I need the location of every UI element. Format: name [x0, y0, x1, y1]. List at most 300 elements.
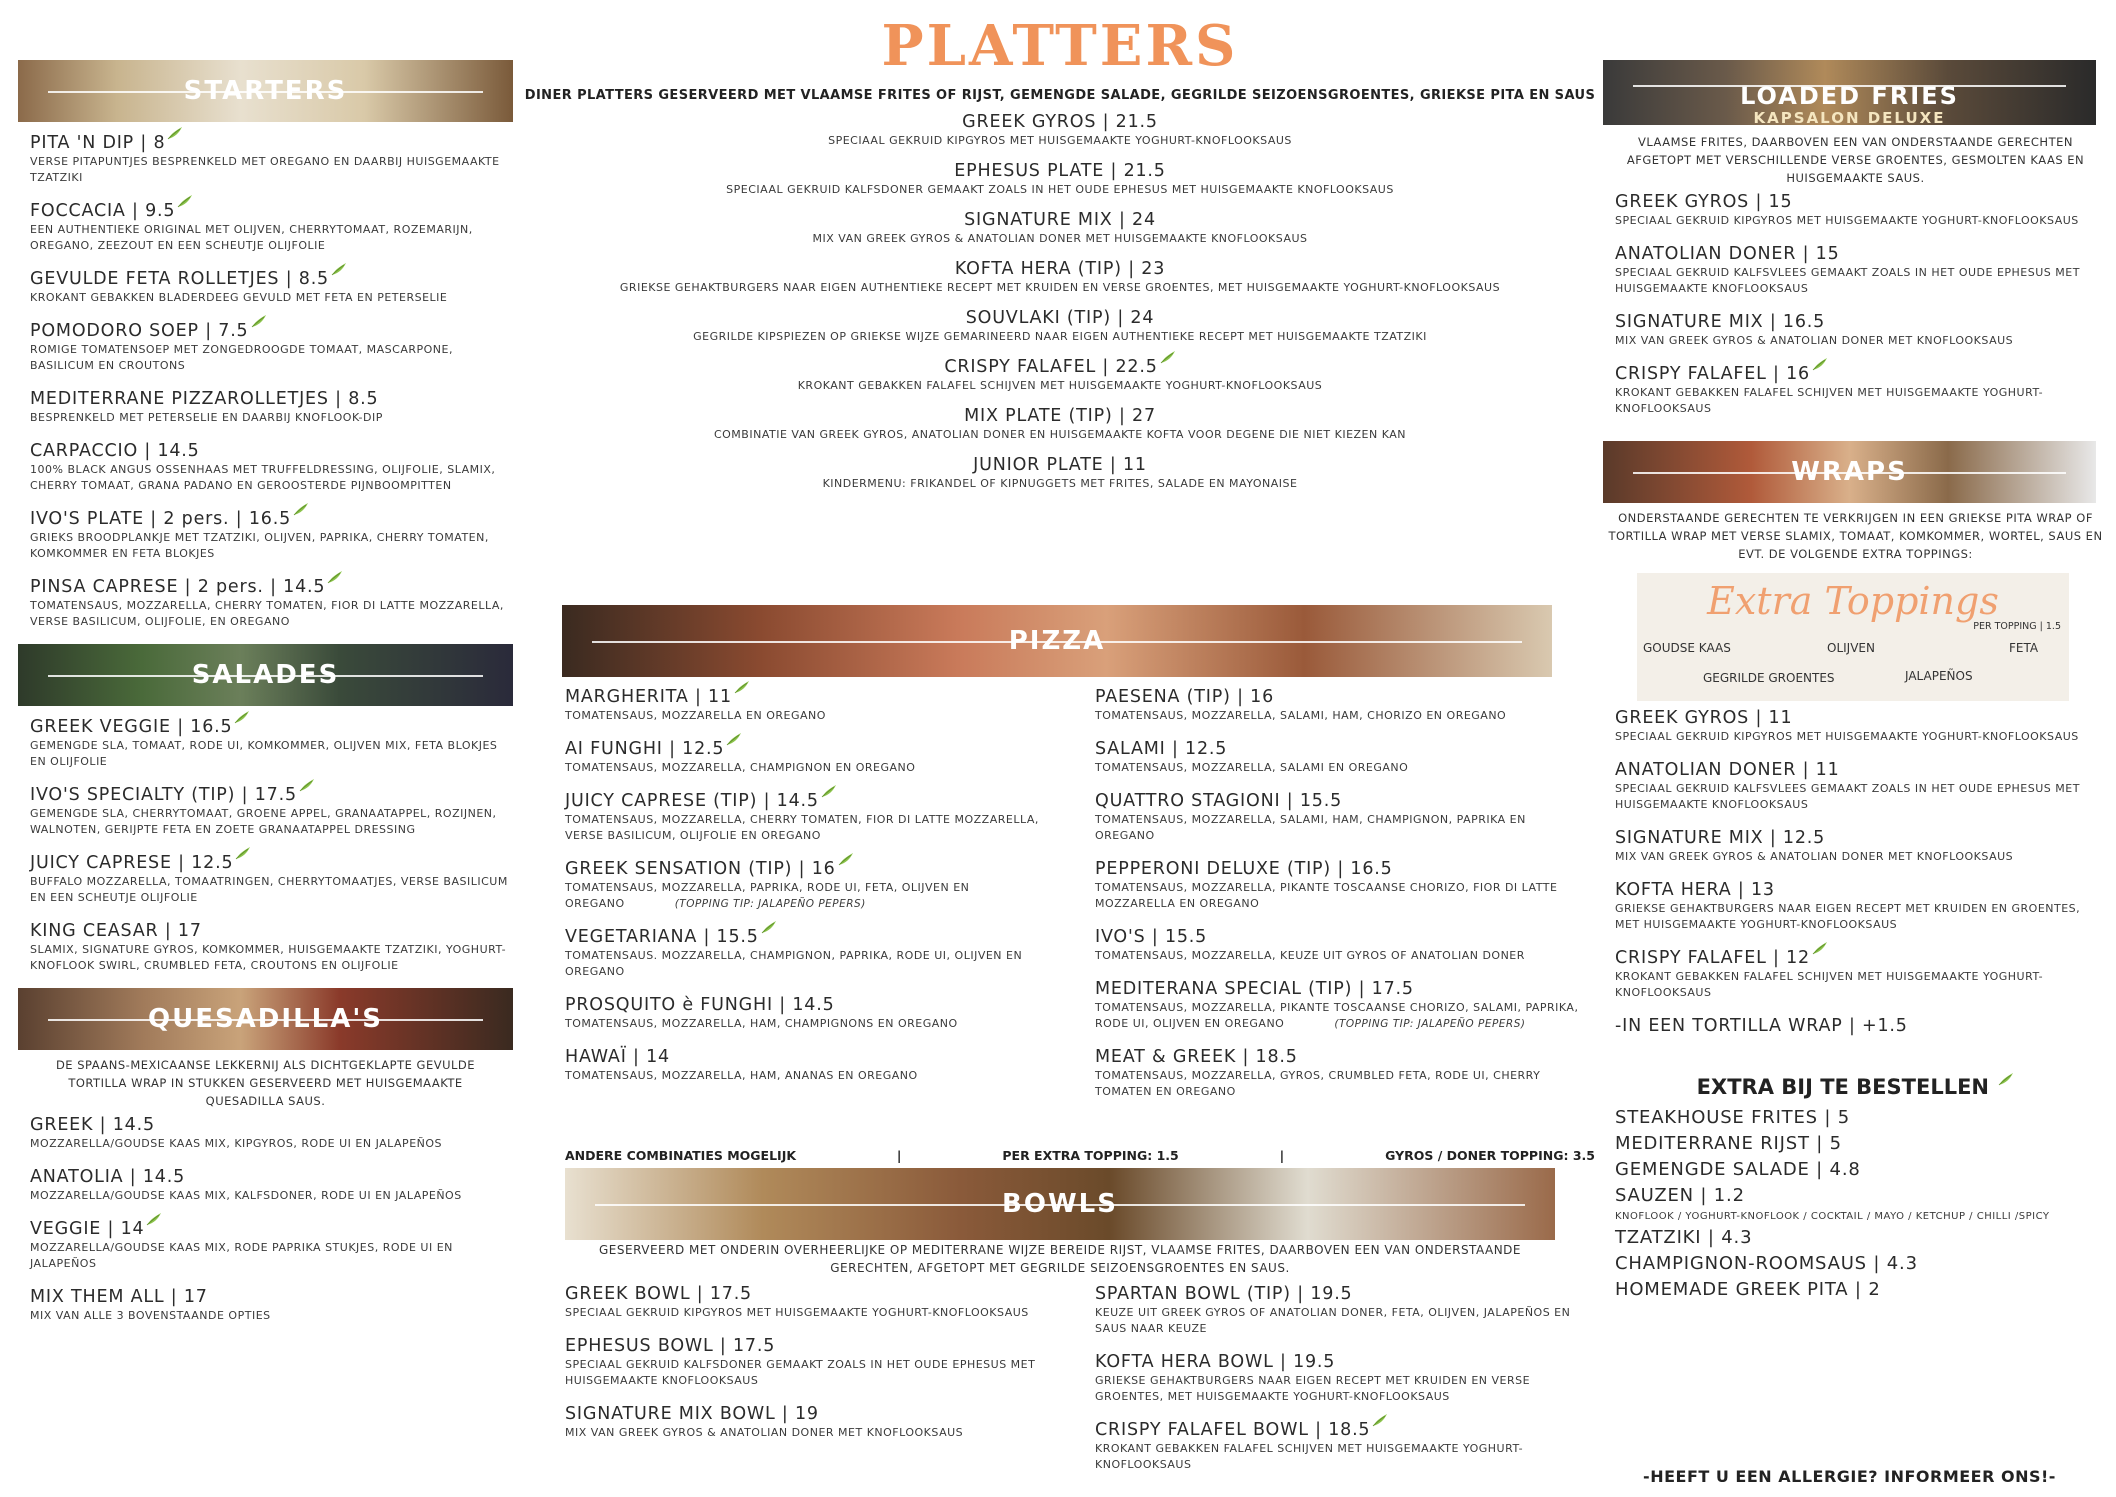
menu-item-name-text: IVO'S | 15.5 — [1095, 927, 1208, 947]
menu-item-name — [1095, 738, 1585, 760]
menu-item-name-text: CRISPY FALAFEL | 12 — [1615, 948, 1810, 968]
menu-item-name — [565, 738, 1045, 760]
menu-item — [18, 784, 513, 838]
menu-item-description-text: SPECIAAL GEKRUID KALFSDONER GEMAAKT ZOALS IN HET OUDE EPHESUS MET HUISGEMAAKTE KNOFLOOKSAUS — [726, 183, 1394, 196]
menu-item-description — [565, 1016, 1045, 1032]
menu-item-description — [30, 154, 513, 186]
vegetarian-leaf-icon — [235, 846, 251, 860]
menu-item — [18, 1218, 513, 1272]
menu-item-description-text: TOMATENSAUS, MOZZARELLA, CHERRY TOMATEN, FIOR DI LATTE MOZZARELLA, VERSE BASILICUM, OLIJFOLIE, EN OREGANO — [30, 599, 504, 628]
menu-item-name-text: IVO'S PLATE | 2 pers. | 16.5 — [30, 509, 291, 529]
menu-item-name — [520, 454, 1600, 476]
menu-item-description — [1615, 901, 2108, 933]
menu-item-description-text: TOMATENSAUS, MOZZARELLA, CHERRY TOMATEN, FIOR DI LATTE MOZZARELLA, VERSE BASILICUM, OLIJFOLIE EN OREGANO — [565, 813, 1039, 842]
pizza-footer-separator: | — [1279, 1148, 1285, 1163]
menu-item — [1603, 759, 2108, 813]
menu-item-description — [1615, 969, 2108, 1001]
menu-item-description-text: TOMATENSAUS, MOZZARELLA, CHAMPIGNON EN OREGANO — [565, 761, 916, 774]
menu-item — [18, 716, 513, 770]
menu-item — [18, 1166, 513, 1204]
menu-item-name-text: MIX THEM ALL | 17 — [30, 1287, 208, 1307]
menu-item — [1603, 243, 2108, 297]
menu-item-name — [565, 686, 1045, 708]
menu-item-name-text: GREEK | 14.5 — [30, 1115, 155, 1135]
menu-item-name — [30, 1114, 513, 1136]
extra-item: TZATZIKI | 4.3 — [1615, 1227, 1753, 1248]
menu-item-name — [565, 1046, 1045, 1068]
menu-item — [18, 200, 513, 254]
salades-title: SALADES — [191, 660, 340, 690]
menu-item-description-text: SLAMIX, SIGNATURE GYROS, KOMKOMMER, HUISGEMAAKTE TZATZIKI, YOGHURT-KNOFLOOK SWIRL, CRUMBLED FETA, CROUTONS EN OLIJFOLIE — [30, 943, 507, 972]
menu-item-name — [1615, 759, 2108, 781]
menu-item-description-text: 100% BLACK ANGUS OSSENHAAS MET TRUFFELDRESSING, OLIJFOLIE, SLAMIX, CHERRY TOMAAT, GRANA PADANO EN GEROOSTERDE PIJNBOOMPITTEN — [30, 463, 496, 492]
menu-item-name — [520, 307, 1600, 329]
menu-item-name-text: SIGNATURE MIX | 24 — [964, 210, 1156, 230]
menu-item-name-text: PINSA CAPRESE | 2 pers. | 14.5 — [30, 577, 326, 597]
menu-item-name-text: KING CEASAR | 17 — [30, 921, 202, 941]
loaded-fries-banner — [1603, 60, 2096, 125]
menu-item-name — [520, 405, 1600, 427]
extra-toppings-title: Extra Toppings — [1707, 579, 1999, 623]
topping-feta: FETA — [2009, 641, 2039, 655]
menu-item-description-text: KROKANT GEBAKKEN BLADERDEEG GEVULD MET FETA EN PETERSELIE — [30, 291, 448, 304]
menu-item-name-text: FOCCACIA | 9.5 — [30, 201, 176, 221]
menu-item-description — [30, 290, 513, 306]
menu-item — [1603, 191, 2108, 229]
menu-item-description-text: GRIEKS BROODPLANKJE MET TZATZIKI, OLIJVEN, PAPRIKA, CHERRY TOMATEN, KOMKOMMER EN FETA BLOKJES — [30, 531, 489, 560]
salades-list — [18, 716, 513, 974]
left-column — [18, 0, 513, 1338]
menu-item-description-text: SPECIAAL GEKRUID KIPGYROS MET HUISGEMAAKTE YOGHURT-KNOFLOOKSAUS — [1615, 214, 2079, 227]
menu-item-name-text: CARPACCIO | 14.5 — [30, 441, 200, 461]
menu-item — [1095, 1046, 1585, 1100]
menu-item-description — [1095, 760, 1585, 776]
extra-item: CHAMPIGNON-ROOMSAUS | 4.3 — [1615, 1253, 1918, 1274]
vegetarian-leaf-icon — [821, 784, 837, 798]
menu-item-description — [1095, 880, 1585, 912]
menu-item-name-text: MIX PLATE (TIP) | 27 — [964, 406, 1156, 426]
menu-item-name — [565, 1403, 1045, 1425]
menu-item-description — [565, 1068, 1045, 1084]
vegetarian-leaf-icon — [1998, 1072, 2014, 1086]
menu-item-description-text: GRIEKSE GEHAKTBURGERS NAAR EIGEN AUTHENTIEKE RECEPT MET KRUIDEN EN VERSE GROENTES, MET HUISGEMAAKTE YOGHURT-KNOFLOOKSAUS — [619, 281, 1501, 294]
menu-item — [1603, 827, 2108, 865]
menu-item-name-text: GREEK BOWL | 17.5 — [565, 1284, 752, 1304]
menu-item-description-text: MOZZARELLA/GOUDSE KAAS MIX, KALFSDONER, RODE UI EN JALAPEÑOS — [30, 1189, 462, 1202]
menu-item-description-text: MIX VAN ALLE 3 BOVENSTAANDE OPTIES — [30, 1309, 271, 1322]
menu-item-description — [1095, 1373, 1595, 1405]
menu-item-description — [520, 476, 1600, 492]
menu-item-description — [520, 182, 1600, 198]
topping-tip: (TOPPING TIP: JALAPEÑO PEPERS) — [674, 898, 866, 910]
vegetarian-leaf-icon — [331, 262, 347, 276]
menu-item-description — [1095, 948, 1585, 964]
menu-item-name — [1615, 707, 2108, 729]
menu-item-description-text: SPECIAAL GEKRUID KALFSDONER GEMAAKT ZOALS IN HET OUDE EPHESUS MET HUISGEMAAKTE KNOFLOOKSAUS — [565, 1358, 1036, 1387]
extra-item: HOMEMADE GREEK PITA | 2 — [1615, 1279, 1881, 1300]
menu-item-description-text: TOMATENSAUS, MOZZARELLA, HAM, CHAMPIGNONS EN OREGANO — [565, 1017, 958, 1030]
pizza-banner — [562, 605, 1552, 677]
vegetarian-leaf-icon — [734, 680, 750, 694]
menu-item-name — [30, 576, 513, 598]
menu-item-name — [30, 716, 513, 738]
menu-item — [1603, 879, 2108, 933]
menu-item-name-text: SOUVLAKI (TIP) | 24 — [965, 308, 1155, 328]
menu-item-name — [1095, 790, 1585, 812]
menu-item-description-text: MOZZARELLA/GOUDSE KAAS MIX, KIPGYROS, RODE UI EN JALAPEÑOS — [30, 1137, 443, 1150]
menu-item-name — [1095, 686, 1585, 708]
menu-item-name-text: GREEK GYROS | 21.5 — [962, 112, 1158, 132]
topping-jalapenos: JALAPEÑOS — [1905, 669, 1973, 683]
menu-item — [520, 209, 1600, 247]
menu-item-name-text: PAESENA (TIP) | 16 — [1095, 687, 1275, 707]
vegetarian-leaf-icon — [1372, 1413, 1388, 1427]
extras-heading — [1603, 1075, 2108, 1099]
menu-item-description — [565, 760, 1045, 776]
menu-item-name — [30, 440, 513, 462]
menu-item-description-text: TOMATENSAUS, MOZZARELLA EN OREGANO — [565, 709, 826, 722]
menu-item — [565, 1283, 1045, 1321]
menu-item-name — [1095, 978, 1585, 1000]
menu-item-name-text: KOFTA HERA (TIP) | 23 — [954, 259, 1166, 279]
vegetarian-leaf-icon — [1812, 357, 1828, 371]
menu-item-description — [1615, 781, 2108, 813]
menu-item-name — [1095, 1046, 1585, 1068]
menu-item-description-text: KROKANT GEBAKKEN FALAFEL SCHIJVEN MET HUISGEMAAKTE YOGHURT-KNOFLOOKSAUS — [1615, 386, 2044, 415]
menu-item-description — [1615, 385, 2108, 417]
menu-item-description-text: GRIEKSE GEHAKTBURGERS NAAR EIGEN RECEPT MET KRUIDEN EN GROENTES, MET HUISGEMAAKTE YOGHURT-KNOFLOOKSAUS — [1615, 902, 2081, 931]
menu-item — [565, 1403, 1045, 1441]
menu-item-name-text: GREEK GYROS | 11 — [1615, 708, 1793, 728]
extra-sauces-list: KNOFLOOK / YOGHURT-KNOFLOOK / COCKTAIL / MAYO / KETCHUP / CHILLI /SPICY — [1615, 1211, 2050, 1222]
menu-item-name — [520, 160, 1600, 182]
extra-item: GEMENGDE SALADE | 4.8 — [1615, 1159, 1861, 1180]
menu-item-name-text: EPHESUS BOWL | 17.5 — [565, 1336, 776, 1356]
loaded-fries-title: LOADED FRIES — [1740, 82, 1959, 110]
menu-item-description — [30, 410, 513, 426]
menu-item-name-text: CRISPY FALAFEL | 16 — [1615, 364, 1810, 384]
menu-item-description-text: TOMATENSAUS. MOZZARELLA, CHAMPIGNON, PAPRIKA, RODE UI, OLIJVEN EN OREGANO — [565, 949, 1023, 978]
tortilla-wrap-option: -IN EEN TORTILLA WRAP | +1.5 — [1615, 1016, 1908, 1036]
menu-item-name-text: SPARTAN BOWL (TIP) | 19.5 — [1095, 1284, 1353, 1304]
menu-item — [520, 405, 1600, 443]
menu-item-name-text: CRISPY FALAFEL BOWL | 18.5 — [1095, 1420, 1371, 1440]
menu-item — [18, 388, 513, 426]
menu-item-name — [565, 858, 1045, 880]
menu-item — [18, 132, 513, 186]
vegetarian-leaf-icon — [761, 920, 777, 934]
menu-item-name — [30, 1218, 513, 1240]
menu-item-description-text: ROMIGE TOMATENSOEP MET ZONGEDROOGDE TOMAAT, MASCARPONE, BASILICUM EN CROUTONS — [30, 343, 453, 372]
menu-item-description-text: TOMATENSAUS, MOZZARELLA, SALAMI, HAM, CHORIZO EN OREGANO — [1095, 709, 1507, 722]
center-column — [520, 0, 1600, 1471]
menu-item — [520, 160, 1600, 198]
menu-item — [1095, 1283, 1595, 1337]
menu-item-name-text: JUNIOR PLATE | 11 — [973, 455, 1147, 475]
topping-olijven: OLIJVEN — [1827, 641, 1875, 655]
menu-item — [1603, 363, 2108, 417]
menu-item-description — [1095, 708, 1585, 724]
topping-gegrilde-groentes: GEGRILDE GROENTES — [1703, 671, 1835, 685]
menu-item-name-text: IVO'S SPECIALTY (TIP) | 17.5 — [30, 785, 297, 805]
menu-item-description — [520, 280, 1600, 296]
topping-goudse-kaas: GOUDSE KAAS — [1643, 641, 1731, 655]
menu-item-description — [30, 598, 513, 630]
menu-item-description — [30, 942, 513, 974]
menu-item-name — [30, 852, 513, 874]
menu-item-description-text: TOMATENSAUS, MOZZARELLA, GYROS, CRUMBLED FETA, RODE UI, CHERRY TOMATEN EN OREGANO — [1095, 1069, 1541, 1098]
menu-item-description — [520, 231, 1600, 247]
menu-item — [18, 1286, 513, 1324]
menu-item-description-text: MIX VAN GREEK GYROS & ANATOLIAN DONER MET KNOFLOOKSAUS — [1615, 850, 2014, 863]
topping-tip: (TOPPING TIP: JALAPEÑO PEPERS) — [1334, 1018, 1526, 1030]
menu-item-name — [520, 356, 1600, 378]
menu-item-description — [1095, 1000, 1585, 1032]
menu-item-description-text: GRIEKSE GEHAKTBURGERS NAAR EIGEN RECEPT MET KRUIDEN EN VERSE GROENTES, MET HUISGEMAAKTE YOGHURT-KNOFLOOKSAUS — [1095, 1374, 1531, 1403]
menu-item-name — [30, 920, 513, 942]
starters-banner — [18, 60, 513, 122]
page-title: PLATTERS — [881, 13, 1239, 79]
menu-item-description-text: KROKANT GEBAKKEN FALAFEL SCHIJVEN MET HUISGEMAAKTE YOGHURT-KNOFLOOKSAUS — [797, 379, 1323, 392]
menu-item-description — [520, 329, 1600, 345]
menu-item-description — [30, 342, 513, 374]
menu-item-name — [1615, 827, 2108, 849]
pizza-title: PIZZA — [1008, 626, 1106, 656]
menu-item-description-text: SPECIAAL GEKRUID KALFSVLEES GEMAAKT ZOALS IN HET OUDE EPHESUS MET HUISGEMAAKTE KNOFLOOKSAUS — [1615, 782, 2080, 811]
menu-item-name — [30, 1166, 513, 1188]
menu-item — [1095, 926, 1585, 964]
menu-item-description-text: KEUZE UIT GREEK GYROS OF ANATOLIAN DONER, FETA, OLIJVEN, JALAPEÑOS EN SAUS NAAR KEUZE — [1095, 1306, 1571, 1335]
menu-item — [565, 994, 1045, 1032]
vegetarian-leaf-icon — [146, 1212, 162, 1226]
loaded-fries-intro: VLAAMSE FRITES, DAARBOVEN EEN VAN ONDERSTAANDE GERECHTEN AFGETOPT MET VERSCHILLENDE VERSE GROENTES, GESMOLTEN KAAS EN HUISGEMAAKTE SAUS. — [1626, 135, 2085, 185]
menu-item-name-text: MEAT & GREEK | 18.5 — [1095, 1047, 1298, 1067]
menu-item-description — [30, 806, 513, 838]
menu-item-name — [30, 784, 513, 806]
menu-item-name — [565, 994, 1045, 1016]
vegetarian-leaf-icon — [1812, 941, 1828, 955]
menu-item-description-text: SPECIAAL GEKRUID KIPGYROS MET HUISGEMAAKTE YOGHURT-KNOFLOOKSAUS — [828, 134, 1292, 147]
menu-item-description-text: GEMENGDE SLA, CHERRYTOMAAT, GROENE APPEL, GRANAATAPPEL, ROZIJNEN, WALNOTEN, GERIJPTE FETA EN ZOETE GRANAATAPPEL DRESSING — [30, 807, 497, 836]
menu-item-name — [1615, 191, 2108, 213]
menu-item — [18, 268, 513, 306]
menu-item — [18, 1114, 513, 1152]
menu-item-name — [565, 790, 1045, 812]
menu-item-name — [565, 926, 1045, 948]
vegetarian-leaf-icon — [234, 710, 250, 724]
menu-item-name-text: GEVULDE FETA ROLLETJES | 8.5 — [30, 269, 329, 289]
starters-title: STARTERS — [183, 76, 348, 106]
menu-item-description-text: TOMATENSAUS, MOZZARELLA, SALAMI, HAM, CHAMPIGNON, PAPRIKA EN OREGANO — [1095, 813, 1526, 842]
salades-banner — [18, 644, 513, 706]
menu-item-name-text: SALAMI | 12.5 — [1095, 739, 1228, 759]
vegetarian-leaf-icon — [293, 502, 309, 516]
menu-item-description-text: TOMATENSAUS, MOZZARELLA, PAPRIKA, RODE UI, FETA, OLIJVEN EN OREGANO — [565, 881, 970, 910]
menu-item-name — [565, 1283, 1045, 1305]
menu-item-name-text: KOFTA HERA BOWL | 19.5 — [1095, 1352, 1336, 1372]
extra-item: SAUZEN | 1.2 — [1615, 1185, 1745, 1206]
quesadillas-title: QUESADILLA'S — [147, 1004, 384, 1034]
menu-item-description-text: MIX VAN GREEK GYROS & ANATOLIAN DONER MET KNOFLOOKSAUS — [565, 1426, 964, 1439]
menu-item — [1095, 858, 1585, 912]
menu-item — [1095, 978, 1585, 1032]
menu-item-description-text: VERSE PITAPUNTJES BESPRENKELD MET OREGANO EN DAARBIJ HUISGEMAAKTE TZATZIKI — [30, 155, 500, 184]
menu-item-description — [1615, 729, 2108, 745]
vegetarian-leaf-icon — [167, 126, 183, 140]
menu-item-name — [1095, 858, 1585, 880]
menu-item-description — [1095, 1441, 1595, 1473]
menu-item-name-text: VEGGIE | 14 — [30, 1219, 145, 1239]
menu-item — [565, 1046, 1045, 1084]
menu-item-description — [520, 427, 1600, 443]
menu-item — [18, 440, 513, 494]
quesadillas-intro: DE SPAANS-MEXICAANSE LEKKERNIJ ALS DICHTGEKLAPTE GEVULDE TORTILLA WRAP IN STUKKEN GESERVEERD MET HUISGEMAAKTE QUESADILLA SAUS. — [55, 1058, 476, 1108]
menu-item-description — [30, 530, 513, 562]
menu-item-name — [1615, 243, 2108, 265]
menu-item — [1095, 738, 1585, 776]
menu-item-description — [520, 133, 1600, 149]
menu-item — [1603, 707, 2108, 745]
menu-item-description — [565, 1305, 1045, 1321]
menu-item-name-text: ANATOLIAN DONER | 15 — [1615, 244, 1840, 264]
extra-item: STEAKHOUSE FRITES | 5 — [1615, 1107, 1851, 1128]
menu-item-name-text: ANATOLIAN DONER | 11 — [1615, 760, 1840, 780]
menu-item-name-text: SIGNATURE MIX BOWL | 19 — [565, 1404, 819, 1424]
menu-item-description-text: MIX VAN GREEK GYROS & ANATOLIAN DONER MET KNOFLOOKSAUS — [1615, 334, 2014, 347]
platters-subtitle: DINER PLATTERS GESERVEERD MET VLAAMSE FRITES OF RIJST, GEMENGDE SALADE, GEGRILDE SEIZOENSGROENTES, GRIEKSE PITA EN SAUS — [524, 88, 1596, 103]
pizza-footer — [565, 1148, 1595, 1163]
menu-item-name — [30, 132, 513, 154]
menu-item-name-text: SIGNATURE MIX | 12.5 — [1615, 828, 1826, 848]
menu-item — [18, 576, 513, 630]
menu-item — [18, 320, 513, 374]
menu-item — [520, 356, 1600, 394]
bowls-title: BOWLS — [1002, 1189, 1118, 1219]
menu-item — [1095, 1351, 1595, 1405]
menu-item-description — [565, 812, 1045, 844]
menu-item-name — [1615, 879, 2108, 901]
extra-toppings-box — [1637, 573, 2069, 701]
menu-item-description — [565, 1425, 1045, 1441]
menu-item-description-text: MIX VAN GREEK GYROS & ANATOLIAN DONER MET HUISGEMAAKTE KNOFLOOKSAUS — [812, 232, 1308, 245]
menu-item-name-text: KOFTA HERA | 13 — [1615, 880, 1775, 900]
menu-item-description — [30, 1308, 513, 1324]
menu-item-description-text: BUFFALO MOZZARELLA, TOMAATRINGEN, CHERRYTOMAATJES, VERSE BASILICUM EN EEN SCHEUTJE OLIJFOLIE — [30, 875, 508, 904]
menu-item-description-text: TOMATENSAUS, MOZZARELLA, PIKANTE TOSCAANSE CHORIZO, SALAMI, PAPRIKA, RODE UI, OLIJVEN EN OREGANO — [1095, 1001, 1579, 1030]
menu-item-name-text: EPHESUS PLATE | 21.5 — [954, 161, 1166, 181]
menu-item — [565, 1335, 1045, 1389]
vegetarian-leaf-icon — [177, 194, 193, 208]
menu-item-description — [520, 378, 1600, 394]
menu-item — [18, 852, 513, 906]
menu-item-name — [565, 1335, 1045, 1357]
menu-item-name — [520, 258, 1600, 280]
menu-item-name-text: SIGNATURE MIX | 16.5 — [1615, 312, 1826, 332]
menu-item-description-text: SPECIAAL GEKRUID KALFSVLEES GEMAAKT ZOALS IN HET OUDE EPHESUS MET HUISGEMAAKTE KNOFLOOKSAUS — [1615, 266, 2080, 295]
wraps-intro: ONDERSTAANDE GERECHTEN TE VERKRIJGEN IN EEN GRIEKSE PITA WRAP OF TORTILLA WRAP MET VERSE SLAMIX, TOMAAT, KOMKOMMER, WORTEL, SAUS EN EVT. DE VOLGENDE EXTRA TOPPINGS: — [1608, 511, 2103, 561]
menu-item-name-text: PITA 'N DIP | 8 — [30, 133, 166, 153]
menu-item-name — [1615, 363, 2108, 385]
allergy-notice: -HEEFT U EEN ALLERGIE? INFORMEER ONS!- — [1643, 1467, 2056, 1486]
menu-item-description — [30, 1188, 513, 1204]
menu-item-name — [520, 111, 1600, 133]
menu-item-description-text: TOMATENSAUS, MOZZARELLA, HAM, ANANAS EN OREGANO — [565, 1069, 918, 1082]
menu-item-description — [565, 708, 1045, 724]
menu-item-description-text: KINDERMENU: FRIKANDEL OF KIPNUGGETS MET FRITES, SALADE EN MAYONAISE — [822, 477, 1298, 490]
extras-title: EXTRA BIJ TE BESTELLEN — [1696, 1075, 1990, 1099]
menu-item-description — [1615, 265, 2108, 297]
menu-item-description-text: GEGRILDE KIPSPIEZEN OP GRIEKSE WIJZE GEMARINEERD NAAR EIGEN AUTHENTIEKE RECEPT MET HUISGEMAAKTE TZATZIKI — [693, 330, 1427, 343]
menu-item-name-text: PROSQUITO è FUNGHI | 14.5 — [565, 995, 835, 1015]
menu-item-name — [1095, 1283, 1595, 1305]
menu-item — [520, 258, 1600, 296]
menu-item-name — [520, 209, 1600, 231]
pizza-footer-extra-topping: PER EXTRA TOPPING: 1.5 — [1002, 1148, 1179, 1163]
loaded-fries-subtitle: KAPSALON DELUXE — [1753, 109, 1946, 125]
menu-item — [1095, 1419, 1595, 1473]
wraps-title: WRAPS — [1791, 457, 1908, 487]
vegetarian-leaf-icon — [1160, 350, 1176, 364]
vegetarian-leaf-icon — [299, 778, 315, 792]
menu-item-name — [1095, 1351, 1595, 1373]
menu-item-name-text: JUICY CAPRESE (TIP) | 14.5 — [565, 791, 819, 811]
menu-item-description — [30, 1136, 513, 1152]
vegetarian-leaf-icon — [726, 732, 742, 746]
right-column — [1603, 0, 2108, 1486]
vegetarian-leaf-icon — [251, 314, 267, 328]
menu-item-name-text: JUICY CAPRESE | 12.5 — [30, 853, 234, 873]
menu-item-name-text: GREEK VEGGIE | 16.5 — [30, 717, 233, 737]
vegetarian-leaf-icon — [327, 570, 343, 584]
menu-item-name — [30, 320, 513, 342]
menu-item-name-text: QUATTRO STAGIONI | 15.5 — [1095, 791, 1343, 811]
menu-item-description-text: EEN AUTHENTIEKE ORIGINAL MET OLIJVEN, CHERRYTOMAAT, ROZEMARIJN, OREGANO, ZEEZOUT EN EEN SCHEUTJE OLIJFOLIE — [30, 223, 473, 252]
menu-item — [520, 307, 1600, 345]
pizza-footer-separator: | — [896, 1148, 902, 1163]
menu-item-name — [1615, 947, 2108, 969]
menu-item-description — [30, 222, 513, 254]
loaded-fries-list — [1603, 191, 2108, 417]
menu-item-description — [565, 948, 1045, 980]
wraps-list — [1603, 707, 2108, 1001]
menu-item-description-text: MOZZARELLA/GOUDSE KAAS MIX, RODE PAPRIKA STUKJES, RODE UI EN JALAPEÑOS — [30, 1241, 453, 1270]
menu-item — [1095, 790, 1585, 844]
menu-item — [520, 454, 1600, 492]
bowls-banner — [565, 1168, 1555, 1240]
menu-item-description — [565, 1357, 1045, 1389]
bowls-intro: GESERVEERD MET ONDERIN OVERHEERLIJKE OP MEDITERRANE WIJZE BEREIDE RIJST, VLAAMSE FRITES, DAARBOVEN EEN VAN ONDERSTAANDE GERECHTEN, AFGETOPT MET GEGRILDE SEIZOENSGROENTES EN SAUS. — [598, 1243, 1522, 1275]
quesadillas-list — [18, 1114, 513, 1324]
menu-item-description — [1615, 849, 2108, 865]
menu-item-description-text: BESPRENKELD MET PETERSELIE EN DAARBIJ KNOFLOOK-DIP — [30, 411, 383, 424]
menu-item-name-text: ANATOLIA | 14.5 — [30, 1167, 186, 1187]
menu-item-name — [30, 200, 513, 222]
menu-item-name-text: HAWAÏ | 14 — [565, 1047, 670, 1067]
menu-item — [565, 686, 1045, 724]
menu-item — [565, 790, 1045, 844]
quesadillas-banner — [18, 988, 513, 1050]
menu-item-name — [30, 508, 513, 530]
menu-item-description-text: COMBINATIE VAN GREEK GYROS, ANATOLIAN DONER EN HUISGEMAAKTE KOFTA VOOR DEGENE DIE NIET KIEZEN KAN — [713, 428, 1407, 441]
menu-item — [565, 858, 1045, 912]
menu-item — [18, 920, 513, 974]
menu-item-description-text: KROKANT GEBAKKEN FALAFEL SCHIJVEN MET HUISGEMAAKTE YOGHURT-KNOFLOOKSAUS — [1095, 1442, 1524, 1471]
menu-item-name-text: PEPPERONI DELUXE (TIP) | 16.5 — [1095, 859, 1393, 879]
menu-item-description — [1095, 1305, 1595, 1337]
menu-item-name-text: MEDITERRANE PIZZAROLLETJES | 8.5 — [30, 389, 379, 409]
menu-item-name-text: AI FUNGHI | 12.5 — [565, 739, 725, 759]
menu-item-name — [1095, 1419, 1595, 1441]
